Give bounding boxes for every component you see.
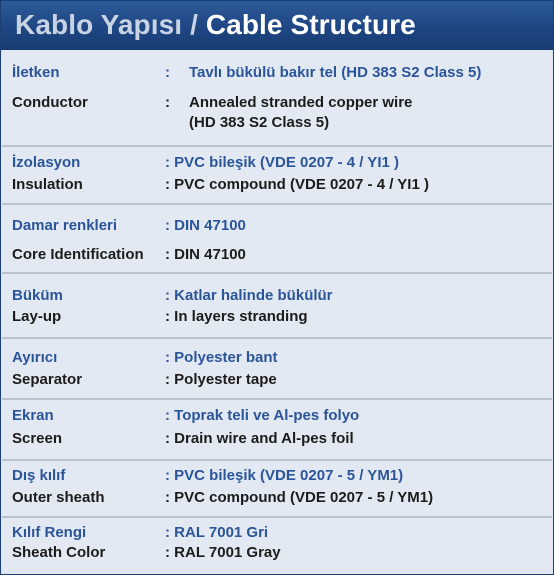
- value-english-continued: (HD 383 S2 Class 5): [189, 114, 330, 131]
- label-turkish: Ekran: [12, 407, 54, 424]
- label-english: Outer sheath: [12, 489, 105, 506]
- row-conductor: [2, 50, 552, 145]
- value-english: : RAL 7001 Gray: [165, 544, 281, 561]
- panel-title: [15, 9, 416, 41]
- row-core-identification: [2, 205, 552, 272]
- value-english: : PVC compound (VDE 0207 - 5 / YM1): [165, 489, 434, 506]
- title-turkish: Kablo Yapısı /: [15, 9, 198, 40]
- label-english: Core Identification: [12, 246, 144, 263]
- separator-colon: :: [165, 64, 170, 81]
- label-english: Insulation: [12, 176, 83, 193]
- value-english: Annealed stranded copper wire: [189, 94, 413, 111]
- separator-colon: :: [165, 94, 170, 111]
- value-english: : In layers stranding: [165, 308, 308, 325]
- label-english: Separator: [12, 371, 83, 388]
- row-outer-sheath: [2, 461, 552, 516]
- title-english: Cable Structure: [205, 9, 416, 40]
- label-english: Conductor: [12, 94, 88, 111]
- value-turkish: : RAL 7001 Gri: [165, 524, 269, 541]
- panel-header: [1, 1, 553, 50]
- label-turkish: Damar renkleri: [12, 217, 118, 234]
- row-separator: [2, 339, 552, 398]
- label-turkish: Kılıf Rengi: [12, 524, 87, 541]
- value-english: : Drain wire and Al-pes foil: [165, 430, 354, 447]
- label-turkish: Büküm: [12, 287, 63, 304]
- value-english: : DIN 47100: [165, 246, 246, 263]
- label-english: Sheath Color: [12, 544, 106, 561]
- label-turkish: İzolasyon: [12, 154, 81, 171]
- label-english: Lay-up: [12, 308, 62, 325]
- value-turkish: Tavlı bükülü bakır tel (HD 383 S2 Class 5): [189, 64, 482, 81]
- label-turkish: İletken: [12, 64, 60, 81]
- value-turkish: : Polyester bant: [165, 349, 278, 366]
- row-lay-up: [2, 274, 552, 337]
- value-turkish: : PVC bileşik (VDE 0207 - 5 / YM1): [165, 467, 404, 484]
- label-turkish: Dış kılıf: [12, 467, 66, 484]
- label-english: Screen: [12, 430, 63, 447]
- row-screen: [2, 400, 552, 459]
- row-insulation: [2, 147, 552, 203]
- value-turkish: : DIN 47100: [165, 217, 246, 234]
- row-sheath-color: [2, 518, 552, 573]
- value-turkish: : Toprak teli ve Al-pes folyo: [165, 407, 360, 424]
- value-turkish: : Katlar halinde bükülür: [165, 287, 333, 304]
- value-english: : PVC compound (VDE 0207 - 4 / YI1 ): [165, 176, 429, 193]
- value-turkish: : PVC bileşik (VDE 0207 - 4 / YI1 ): [165, 154, 399, 171]
- value-english: : Polyester tape: [165, 371, 277, 388]
- label-turkish: Ayırıcı: [12, 349, 58, 366]
